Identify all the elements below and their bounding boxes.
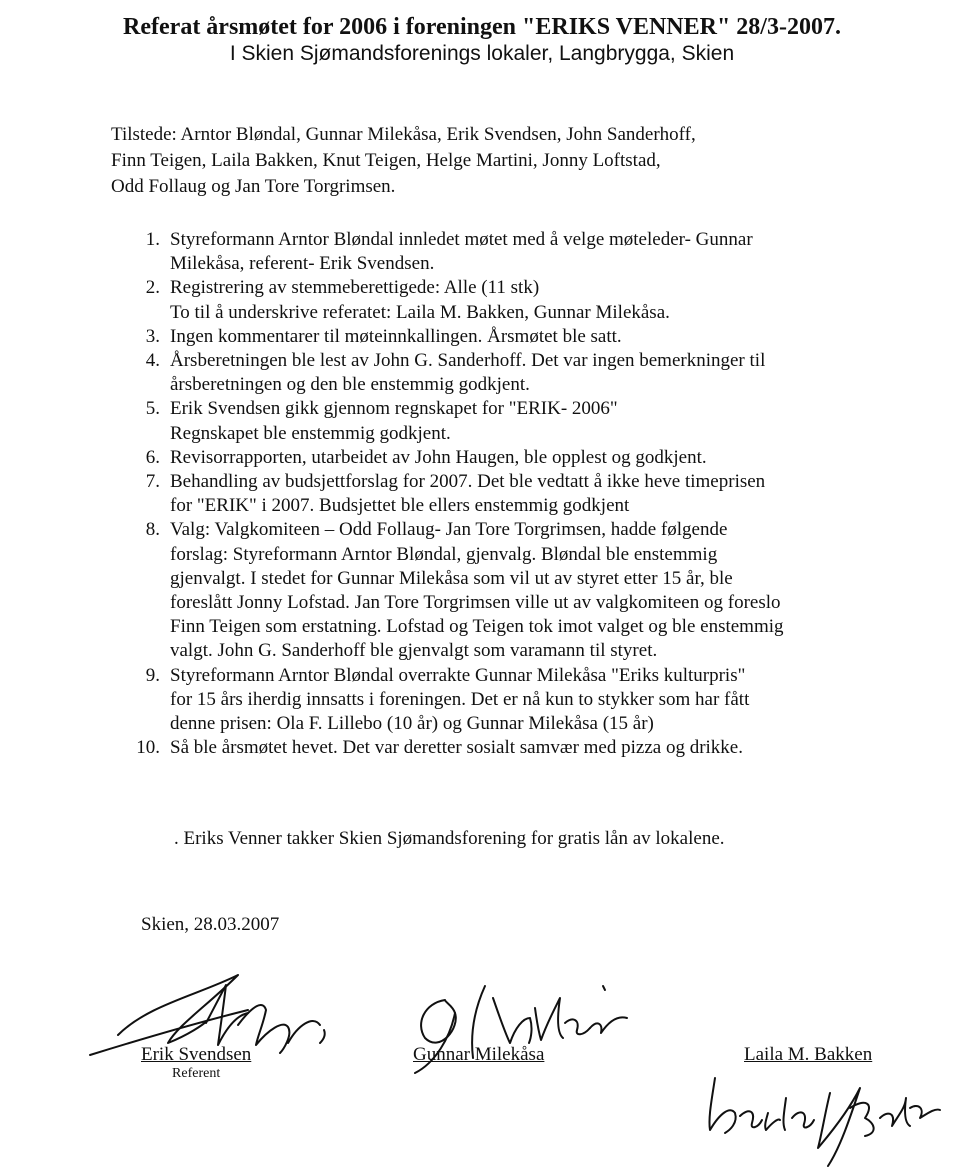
agenda-item bbox=[108, 397, 928, 445]
agenda-item-text: Styreformann Arntor Bløndal overrakte Gunnar Milekåsa "Eriks kulturpris" bbox=[170, 664, 746, 686]
agenda-item-text: Regnskapet ble enstemmig godkjent. bbox=[170, 422, 451, 444]
signer-name: Laila M. Bakken bbox=[744, 1044, 873, 1065]
signature-block-laila bbox=[744, 1044, 872, 1066]
signature-laila-bakken bbox=[700, 1068, 950, 1168]
agenda-item-text: for "ERIK" i 2007. Budsjettet ble ellers enstemmig godkjent bbox=[170, 495, 630, 517]
agenda-item-number: 10. bbox=[136, 737, 160, 759]
agenda-item-text: valgt. John G. Sanderhoff ble gjenvalgt som varamann til styret. bbox=[170, 640, 658, 662]
attendees-line: Odd Follaug og Jan Tore Torgrimsen. bbox=[111, 176, 396, 197]
agenda-item-number: 9. bbox=[145, 664, 160, 686]
attendees-line: Finn Teigen, Laila Bakken, Knut Teigen, Helge Martini, Jonny Loftstad, bbox=[111, 150, 661, 171]
signer-name: Gunnar Milekåsa bbox=[413, 1044, 545, 1065]
attendees-line: Tilstede: Arntor Bløndal, Gunnar Milekåsa, Erik Svendsen, John Sanderhoff, bbox=[111, 124, 696, 145]
agenda-item-text: Behandling av budsjettforslag for 2007. Det ble vedtatt å ikke heve timeprisen bbox=[170, 471, 766, 493]
agenda-item-text: Ingen kommentarer til møteinnkallingen. Årsmøtet ble satt. bbox=[170, 325, 622, 347]
signature-block-referent bbox=[141, 1044, 251, 1082]
signer-name: Erik Svendsen bbox=[141, 1044, 252, 1065]
agenda-item bbox=[108, 349, 928, 397]
agenda-item bbox=[108, 736, 928, 760]
agenda-item-number: 6. bbox=[145, 446, 160, 468]
agenda-item-text: for 15 års iherdig innsatts i foreningen. Det er nå kun to stykker som har fått bbox=[170, 688, 750, 710]
agenda-item-text: denne prisen: Ola F. Lillebo (10 år) og Gunnar Milekåsa (15 år) bbox=[170, 713, 654, 735]
agenda-item-text: To til å underskrive referatet: Laila M. Bakken, Gunnar Milekåsa. bbox=[170, 301, 670, 323]
agenda-item-text: Årsberetningen ble lest av John G. Sanderhoff. Det var ingen bemerkninger til bbox=[170, 350, 766, 372]
agenda-item-number: 2. bbox=[145, 277, 160, 299]
document-subtitle: I Skien Sjømandsforenings lokaler, Langbrygga, Skien bbox=[229, 42, 735, 65]
attendees-paragraph bbox=[111, 122, 911, 200]
agenda-item-text: forslag: Styreformann Arntor Bløndal, gjenvalg. Bløndal ble enstemmig bbox=[170, 543, 718, 565]
agenda-item-number: 3. bbox=[145, 325, 160, 347]
agenda-item bbox=[108, 276, 928, 324]
agenda-list bbox=[108, 228, 928, 760]
agenda-item bbox=[108, 228, 928, 276]
signer-role: Referent bbox=[172, 1066, 221, 1081]
agenda-item-text: gjenvalgt. I stedet for Gunnar Milekåsa som vil ut av styret etter 15 år, ble bbox=[170, 567, 733, 589]
agenda-item-text: Erik Svendsen gikk gjennom regnskapet for "ERIK- 2006" bbox=[170, 398, 618, 420]
place-date: Skien, 28.03.2007 bbox=[141, 914, 280, 935]
agenda-item bbox=[108, 470, 928, 518]
agenda-item bbox=[108, 446, 928, 470]
agenda-item-number: 4. bbox=[145, 350, 160, 372]
agenda-item-text: Milekåsa, referent- Erik Svendsen. bbox=[170, 253, 435, 275]
agenda-item-text: foreslått Jonny Lofstad. Jan Tore Torgrimsen ville ut av valgkomiteen og foreslo bbox=[170, 592, 781, 614]
thanks-note: . Eriks Venner takker Skien Sjømandsforening for gratis lån av lokalene. bbox=[174, 828, 725, 849]
agenda-item-text: årsberetningen og den ble enstemmig godkjent. bbox=[170, 374, 530, 396]
document-title: Referat årsmøtet for 2006 i foreningen "ERIKS VENNER" 28/3-2007. bbox=[123, 14, 841, 40]
agenda-item-number: 5. bbox=[145, 398, 160, 420]
agenda-item bbox=[108, 518, 928, 663]
agenda-item-text: Styreformann Arntor Bløndal innledet møtet med å velge møteleder- Gunnar bbox=[170, 229, 753, 250]
agenda-item-text: Valg: Valgkomiteen – Odd Follaug- Jan Tore Torgrimsen, hadde følgende bbox=[170, 519, 728, 541]
agenda-item-text: Finn Teigen som erstatning. Lofstad og Teigen tok imot valget og ble enstemmig bbox=[170, 616, 784, 638]
agenda-item-text: Så ble årsmøtet hevet. Det var deretter sosialt samvær med pizza og drikke. bbox=[170, 737, 743, 759]
agenda-item bbox=[108, 664, 928, 737]
agenda-item bbox=[108, 325, 928, 349]
agenda-item-number: 1. bbox=[145, 229, 160, 250]
agenda-item-text: Registrering av stemmeberettigede: Alle (11 stk) bbox=[170, 277, 540, 299]
agenda-item-number: 8. bbox=[145, 519, 160, 541]
agenda-item-number: 7. bbox=[145, 471, 160, 493]
signature-block-gunnar bbox=[413, 1044, 544, 1066]
agenda-item-text: Revisorrapporten, utarbeidet av John Haugen, ble opplest og godkjent. bbox=[170, 446, 707, 468]
